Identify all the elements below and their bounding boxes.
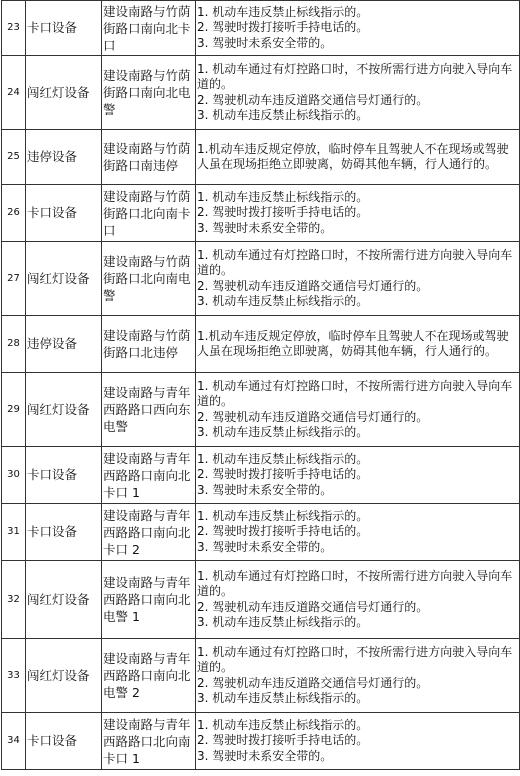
table-row (2, 447, 520, 504)
row-number: 25 (2, 130, 26, 185)
violation-item: 1.机动车违反规定停放，临时停车且驾驶人不在现场或驾驶人虽在现场拒绝立即驶离，妨碍其他车辆，行人通行的。 (197, 141, 509, 171)
row-number: 27 (2, 242, 26, 316)
violation-list (196, 185, 520, 242)
violation-item: 2. 驾驶机动车违反道路交通信号灯通行的。 (197, 675, 429, 690)
violation-item: 2. 驾驶机动车违反道路交通信号灯通行的。 (197, 92, 429, 107)
violation-item: 2. 驾驶时拨打接听手持电话的。 (197, 524, 369, 539)
device-type: 违停设备 (26, 316, 102, 373)
violation-item: 3. 驾驶时未系安全带的。 (197, 482, 333, 497)
violation-item: 1. 机动车违反禁止标线指示的。 (197, 189, 369, 204)
device-type: 闯红灯设备 (26, 242, 102, 316)
device-type: 卡口设备 (26, 1, 102, 56)
violation-item: 3. 机动车违反禁止标线指示的。 (197, 294, 369, 308)
violation-list (196, 56, 520, 130)
device-type: 闯红灯设备 (26, 56, 102, 130)
table-row (2, 504, 520, 561)
device-type: 闯红灯设备 (26, 561, 102, 639)
device-location: 建设南路与青年西路路口南向北卡口 1 (102, 447, 196, 504)
row-number: 28 (2, 316, 26, 373)
violation-list (196, 561, 520, 639)
device-type: 卡口设备 (26, 713, 102, 770)
row-number: 33 (2, 639, 26, 713)
row-number: 23 (2, 1, 26, 56)
violation-list (196, 242, 520, 316)
violation-item: 2. 驾驶机动车违反道路交通信号灯通行的。 (197, 409, 429, 424)
row-number: 30 (2, 447, 26, 504)
device-type: 卡口设备 (26, 504, 102, 561)
row-number: 32 (2, 561, 26, 639)
violation-item: 3. 机动车违反禁止标线指示的。 (197, 691, 369, 705)
device-location: 建设南路与青年西路路口南向北卡口 2 (102, 504, 196, 561)
row-number: 24 (2, 56, 26, 130)
device-location: 建设南路与青年西路路口南向北电警 1 (102, 561, 196, 639)
violation-list (196, 639, 520, 713)
violation-item: 2. 驾驶机动车违反道路交通信号灯通行的。 (197, 278, 429, 293)
violation-list (196, 504, 520, 561)
table-row (2, 713, 520, 770)
table-row (2, 185, 520, 242)
device-type: 闯红灯设备 (26, 639, 102, 713)
device-type: 闯红灯设备 (26, 373, 102, 447)
violation-item: 3. 机动车违反禁止标线指示的。 (197, 615, 369, 629)
violation-item: 2. 驾驶时拨打接听手持电话的。 (197, 205, 369, 220)
row-number: 29 (2, 373, 26, 447)
violation-item: 1. 机动车通过有灯控路口时，不按所需行进方向驶入导向车道的。 (197, 568, 513, 598)
row-number: 34 (2, 713, 26, 770)
device-type: 违停设备 (26, 130, 102, 185)
violation-list (196, 713, 520, 770)
violation-list (196, 316, 520, 373)
violation-list (196, 130, 520, 185)
device-location: 建设南路与竹荫街路口北违停 (102, 316, 196, 373)
violation-item: 3. 驾驶时未系安全带的。 (197, 35, 333, 50)
violation-item: 1. 机动车通过有灯控路口时，不按所需行进方向驶入导向车道的。 (197, 644, 513, 674)
violation-item: 1. 机动车通过有灯控路口时，不按所需行进方向驶入导向车道的。 (197, 247, 513, 277)
violation-item: 3. 驾驶时未系安全带的。 (197, 539, 333, 554)
row-number: 31 (2, 504, 26, 561)
violation-item: 2. 驾驶时拨打接听手持电话的。 (197, 733, 369, 748)
violation-item: 3. 驾驶时未系安全带的。 (197, 220, 333, 235)
violation-item: 3. 机动车违反禁止标线指示的。 (197, 108, 369, 122)
violation-item: 1. 机动车违反禁止标线指示的。 (197, 4, 369, 19)
table-row (2, 130, 520, 185)
violation-item: 2. 驾驶时拨打接听手持电话的。 (197, 467, 369, 482)
violation-item: 2. 驾驶机动车违反道路交通信号灯通行的。 (197, 599, 429, 614)
device-location: 建设南路与青年西路路口西向东电警 (102, 373, 196, 447)
violation-item: 3. 驾驶时未系安全带的。 (197, 748, 333, 763)
table-row (2, 316, 520, 373)
table-row (2, 373, 520, 447)
violation-list (196, 447, 520, 504)
device-location: 建设南路与青年西路路口北向南卡口 1 (102, 713, 196, 770)
violation-item: 1. 机动车违反禁止标线指示的。 (197, 717, 369, 732)
row-number: 26 (2, 185, 26, 242)
table-row (2, 639, 520, 713)
device-location: 建设南路与竹荫街路口南向北电警 (102, 56, 196, 130)
violation-list (196, 1, 520, 56)
violation-item: 1. 机动车违反禁止标线指示的。 (197, 451, 369, 466)
device-location: 建设南路与竹荫街路口北向南卡口 (102, 185, 196, 242)
violation-item: 1. 机动车通过有灯控路口时，不按所需行进方向驶入导向车道的。 (197, 378, 513, 408)
device-table-body (2, 1, 520, 770)
violation-item: 2. 驾驶时拨打接听手持电话的。 (197, 20, 369, 35)
violation-item: 1. 机动车通过有灯控路口时，不按所需行进方向驶入导向车道的。 (197, 61, 513, 91)
table-row (2, 1, 520, 56)
violation-item: 1. 机动车违反禁止标线指示的。 (197, 508, 369, 523)
device-location: 建设南路与青年西路路口南向北电警 2 (102, 639, 196, 713)
device-type: 卡口设备 (26, 185, 102, 242)
table-row (2, 242, 520, 316)
table-row (2, 561, 520, 639)
violation-list (196, 373, 520, 447)
device-location: 建设南路与竹荫街路口北向南电警 (102, 242, 196, 316)
table-row (2, 56, 520, 130)
device-type: 卡口设备 (26, 447, 102, 504)
device-location: 建设南路与竹荫街路口南向北卡口 (102, 1, 196, 56)
device-table (1, 0, 520, 770)
device-location: 建设南路与竹荫街路口南违停 (102, 130, 196, 185)
violation-item: 3. 机动车违反禁止标线指示的。 (197, 425, 369, 439)
violation-item: 1.机动车违反规定停放，临时停车且驾驶人不在现场或驾驶人虽在现场拒绝立即驶离，妨碍其他车辆，行人通行的。 (197, 328, 509, 358)
